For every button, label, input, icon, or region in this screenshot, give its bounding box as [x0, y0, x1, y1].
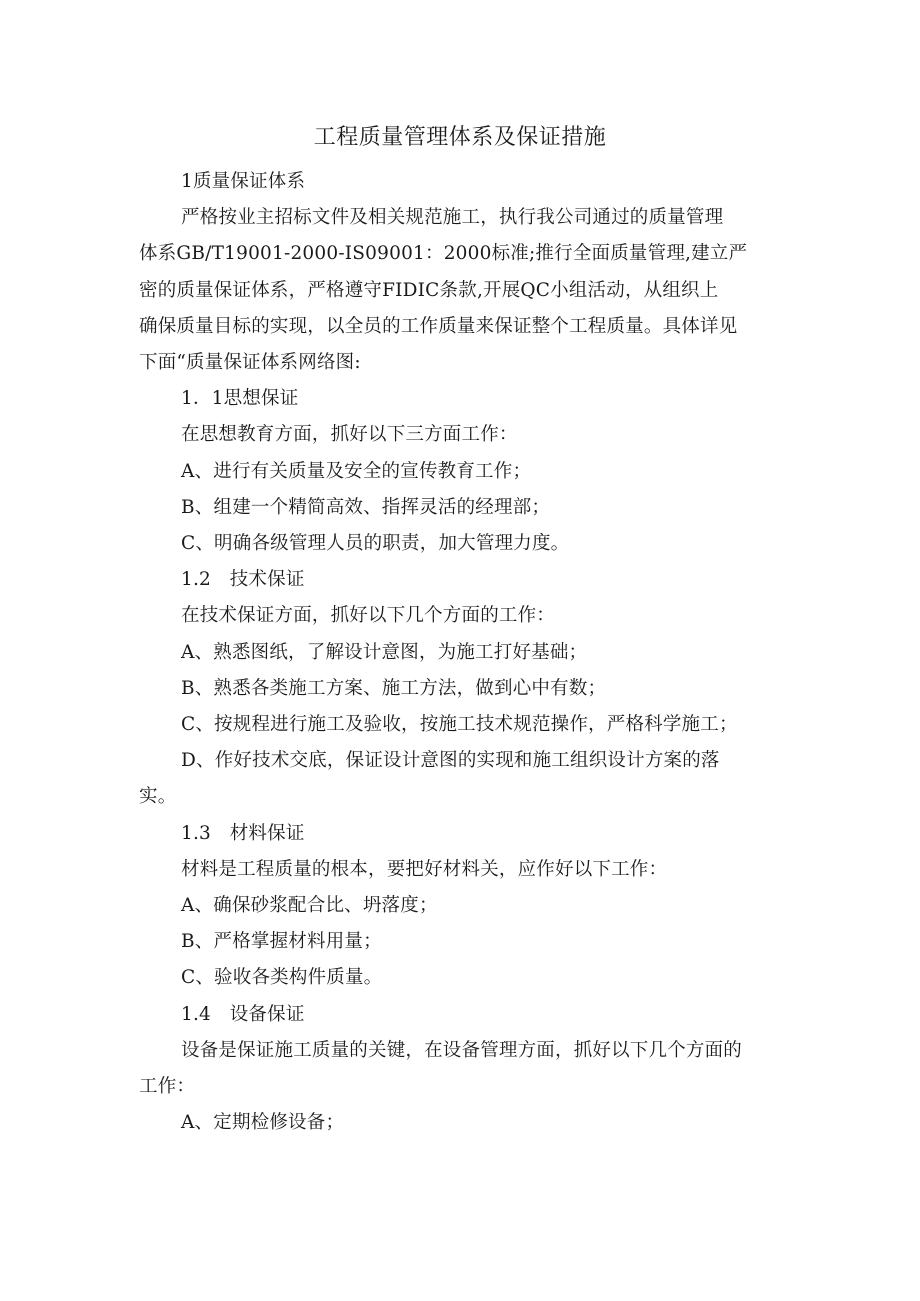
- paragraph-line: 密的质量保证体系，严格遵守FIDIC条款,开展QC小组活动，从组织上: [139, 279, 719, 301]
- list-item: C、按规程进行施工及验收，按施工技术规范操作，严格科学施工；: [181, 714, 738, 736]
- paragraph-line: 确保质量目标的实现，以全员的工作质量来保证整个工程质量。具体详见: [139, 315, 738, 337]
- paragraph-line: 体系GB/T19001-2000-IS09001：2000标准;推行全面质量管理,建立严: [139, 243, 748, 265]
- paragraph-line: 设备是保证施工质量的关键，在设备管理方面，抓好以下几个方面的: [181, 1039, 743, 1061]
- list-item: A、熟悉图纸，了解设计意图，为施工打好基础；: [181, 641, 588, 663]
- list-item: B、熟悉各类施工方案、施工方法，做到心中有数；: [181, 677, 607, 699]
- list-item: A、定期检修设备；: [181, 1112, 345, 1134]
- list-item: B、严格掌握材料用量；: [181, 931, 382, 953]
- paragraph-line: 下面“质量保证体系网络图:: [139, 352, 361, 374]
- subsection-heading: 1.3 材料保证: [181, 822, 305, 844]
- subsection-heading: 1．1思想保证: [181, 388, 299, 410]
- list-item: C、验收各类构件质量。: [181, 967, 383, 989]
- list-item: D、作好技术交底，保证设计意图的实现和施工组织设计方案的落: [181, 750, 720, 772]
- paragraph-line: 工作：: [139, 1076, 196, 1098]
- list-item: B、组建一个精简高效、指挥灵活的经理部；: [181, 496, 551, 518]
- subsection-heading: 1.2 技术保证: [181, 569, 305, 591]
- paragraph-line: 材料是工程质量的根本，要把好材料关，应作好以下工作：: [181, 858, 668, 880]
- list-item: A、确保砂浆配合比、坍落度；: [181, 895, 438, 917]
- list-item-continuation: 实。: [139, 786, 177, 808]
- list-item: A、进行有关质量及安全的宣传教育工作；: [181, 460, 532, 482]
- document-title: 工程质量管理体系及保证措施: [313, 125, 607, 150]
- list-item: C、明确各级管理人员的职责，加大管理力度。: [181, 533, 570, 555]
- paragraph-line: 在思想教育方面，抓好以下三方面工作：: [181, 424, 518, 446]
- paragraph-line: 严格按业主招标文件及相关规范施工，执行我公司通过的质量管理: [181, 207, 724, 229]
- subsection-heading: 1.4 设备保证: [181, 1003, 305, 1025]
- section-heading: 1质量保证体系: [181, 171, 306, 192]
- paragraph-line: 在技术保证方面，抓好以下几个方面的工作：: [181, 605, 556, 627]
- document-body: [139, 164, 789, 1141]
